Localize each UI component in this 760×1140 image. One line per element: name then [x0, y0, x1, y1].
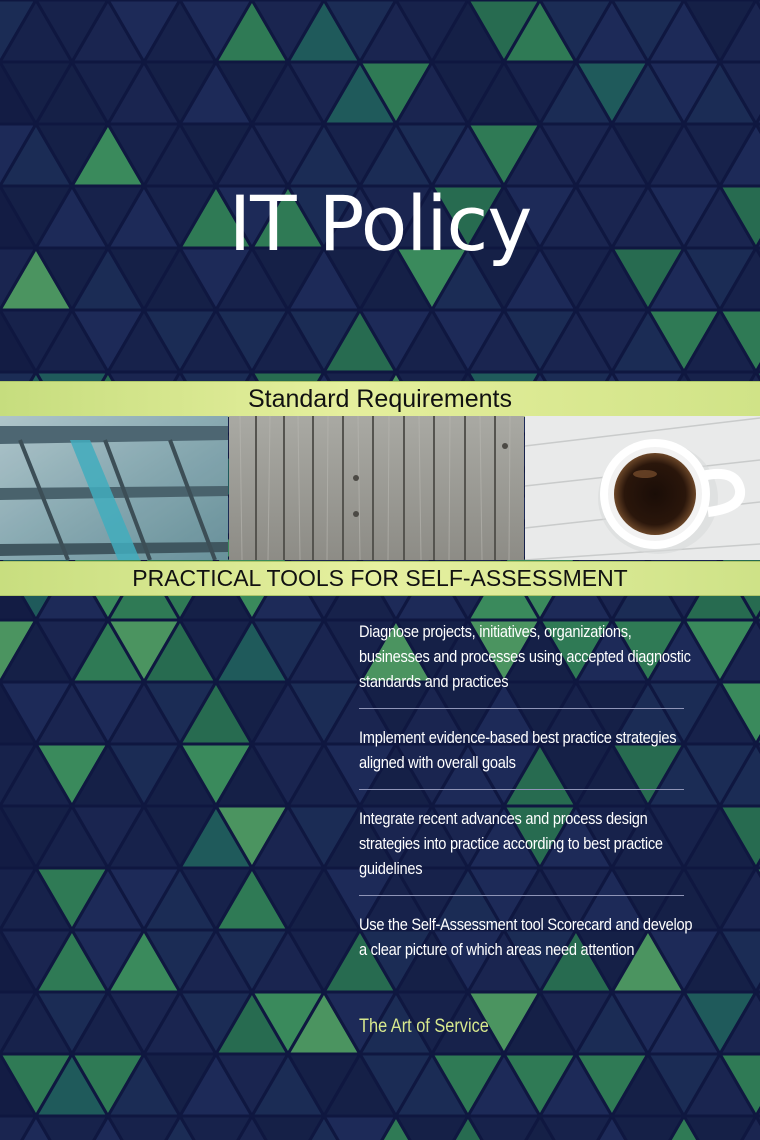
- wood-planks-photo: [229, 416, 524, 560]
- feature-list: [359, 619, 699, 962]
- feature-scorecard: Use the Self-Assessment tool Scorecard and develop a clear picture of which areas need attention: [359, 915, 693, 959]
- subtitle-band: [0, 381, 760, 417]
- divider: [359, 895, 684, 896]
- subtitle-text: Standard Requirements: [247, 385, 513, 413]
- glass-facade-photo: [0, 416, 228, 560]
- book-title: IT Policy: [228, 179, 532, 268]
- feature-diagnose: Diagnose projects, initiatives, organizations, businesses and processes using accepted diagnostic standards and practices: [359, 622, 691, 691]
- photo-strip: [0, 416, 760, 560]
- feature-implement: Implement evidence-based best practice strategies aligned with overall goals: [359, 728, 677, 772]
- feature-integrate: Integrate recent advances and process design strategies into practice according to best practice guidelines: [359, 809, 663, 878]
- divider: [359, 708, 684, 709]
- coffee-cup-photo: [525, 416, 760, 560]
- divider: [359, 789, 684, 790]
- tools-band: [0, 561, 760, 596]
- publisher-name: The Art of Service: [359, 1016, 489, 1037]
- tools-banner-text: PRACTICAL TOOLS FOR SELF-ASSESSMENT: [132, 565, 628, 591]
